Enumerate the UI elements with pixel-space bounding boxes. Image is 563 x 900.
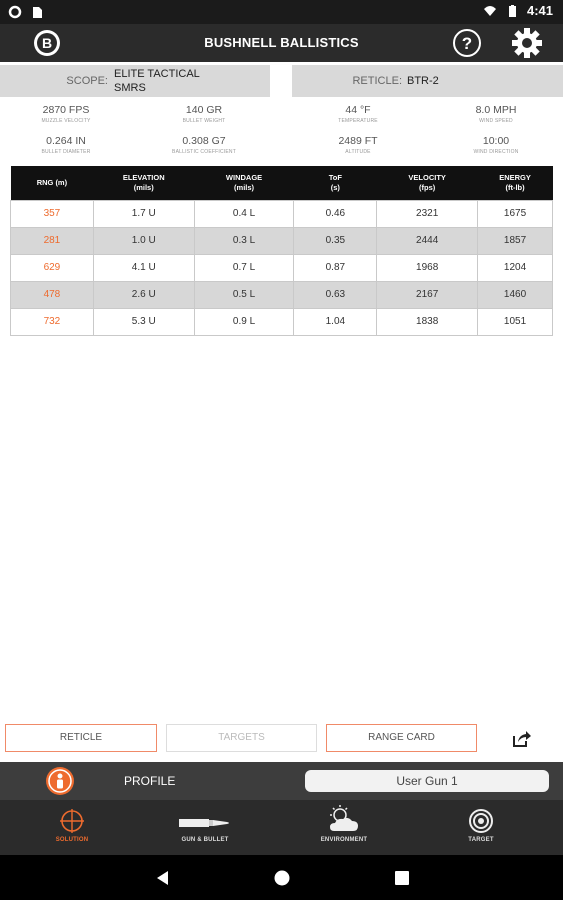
cell-range: 357 [11,200,94,227]
sd-card-icon [30,5,44,19]
table-row[interactable] [11,254,553,281]
header-range [11,166,94,200]
info-caption: WIND DIRECTION [473,149,519,155]
table-row[interactable] [11,227,553,254]
info-caption: ALTITUDE [345,149,371,155]
nav-label: GUN & BULLET [181,837,229,843]
table-row[interactable] [11,308,553,335]
info-bullet-weight [144,104,264,124]
header-line2: (mils) [133,182,154,192]
cell-energy: 1857 [478,227,553,254]
status-right [483,3,553,18]
battery-icon [505,4,519,18]
cell-range: 281 [11,227,94,254]
reticle-button[interactable]: RETICLE [5,724,157,752]
reticle-value: BTR-2 [407,75,439,87]
profile-person-icon[interactable] [46,767,74,795]
cell-tof: 0.46 [294,200,377,227]
cell-tof: 0.87 [294,254,377,281]
scope-label: SCOPE: [66,75,108,87]
table-header-row [11,166,553,200]
app-title: BUSHNELL BALLISTICS [204,35,359,50]
cell-range: 732 [11,308,94,335]
cell-elevation: 2.6 U [93,281,194,308]
status-time: 4:41 [526,3,553,18]
cell-tof: 0.63 [294,281,377,308]
info-value: 44 °F [345,104,371,116]
cell-velocity: 1838 [377,308,478,335]
cell-elevation: 1.0 U [93,227,194,254]
scope-value-line1: ELITE TACTICAL [114,68,200,80]
recents-icon[interactable] [394,870,410,886]
header-windage [194,166,294,200]
svg-text:B: B [41,35,53,51]
cell-tof: 1.04 [294,308,377,335]
cell-windage: 0.3 L [194,227,294,254]
system-nav-bar [0,855,563,900]
info-ballistic-coefficient [144,135,264,155]
nav-label: ENVIRONMENT [320,837,368,843]
share-icon[interactable] [510,728,532,750]
nav-label: SOLUTION [55,837,89,843]
gear-icon[interactable] [511,27,543,59]
info-temperature [298,104,418,124]
info-value: 10:00 [482,135,510,147]
info-caption: TEMPERATURE [338,118,378,124]
table-row[interactable] [11,281,553,308]
cell-velocity: 2444 [377,227,478,254]
info-caption: MUZZLE VELOCITY [41,118,91,124]
targets-button[interactable]: TARGETS [166,724,317,752]
header-line2: (s) [330,182,340,192]
cell-elevation: 1.7 U [93,200,194,227]
ballistics-table [10,166,553,336]
scope-value-line2: SMRS [114,82,146,94]
info-value: 8.0 MPH [475,104,517,116]
cell-tof: 0.35 [294,227,377,254]
cell-energy: 1675 [478,200,553,227]
info-muzzle-velocity [6,104,126,124]
cell-windage: 0.7 L [194,254,294,281]
header-line2: (ft-lb) [505,182,525,192]
nav-gun-bullet[interactable] [135,800,275,855]
info-value: 2489 FT [338,135,378,147]
bottom-nav [0,800,563,855]
cell-windage: 0.4 L [194,200,294,227]
cell-energy: 1051 [478,308,553,335]
range-card-button[interactable]: RANGE CARD [326,724,477,752]
cell-elevation: 5.3 U [93,308,194,335]
status-left-icons [8,5,44,19]
app-bar [0,24,563,62]
header-line2: (mils) [234,182,255,192]
scope-selector[interactable] [0,65,270,97]
nav-environment[interactable] [274,800,414,855]
weather-icon [324,804,364,834]
nav-solution[interactable] [2,800,142,855]
header-line1: ToF [328,172,342,182]
header-line1: WINDAGE [225,172,263,182]
target-icon [468,808,494,834]
cell-velocity: 2167 [377,281,478,308]
svg-text:?: ? [461,34,473,53]
back-icon[interactable] [155,870,171,886]
info-bullet-diameter [6,135,126,155]
header-energy [478,166,553,200]
header-line1: RNG (m) [36,177,68,187]
profile-label: PROFILE [124,774,176,788]
help-icon[interactable] [452,28,482,58]
header-line1: ENERGY [499,172,531,182]
info-caption: BULLET DIAMETER [41,149,91,155]
header-velocity [377,166,478,200]
info-value: 140 GR [185,104,223,116]
table-row[interactable] [11,200,553,227]
cell-windage: 0.5 L [194,281,294,308]
info-caption: BULLET WEIGHT [182,118,226,124]
info-value: 0.264 IN [46,135,86,147]
cell-energy: 1460 [478,281,553,308]
nav-label: TARGET [468,837,494,843]
header-line1: ELEVATION [122,172,165,182]
cell-windage: 0.9 L [194,308,294,335]
nav-target[interactable] [411,800,551,855]
header-line2: (fps) [419,182,436,192]
info-altitude [298,135,418,155]
info-value: 0.308 G7 [182,135,226,147]
header-elevation [93,166,194,200]
cell-velocity: 1968 [377,254,478,281]
info-value: 2870 FPS [42,104,90,116]
reticle-selector[interactable] [292,65,563,97]
info-caption: BALLISTIC COEFFICIENT [172,149,236,155]
cell-range: 629 [11,254,94,281]
profile-bar [0,762,563,800]
cell-velocity: 2321 [377,200,478,227]
header-tof [294,166,377,200]
wifi-icon [483,4,497,18]
status-bar [0,0,563,24]
crosshair-icon [59,808,85,834]
cell-energy: 1204 [478,254,553,281]
home-icon[interactable] [273,869,291,887]
reticle-label: RETICLE: [352,75,402,87]
notification-circle-icon [8,5,22,19]
info-caption: WIND SPEED [479,118,513,124]
info-wind-speed [436,104,556,124]
header-line1: VELOCITY [408,172,446,182]
bullet-icon [177,810,233,836]
cell-range: 478 [11,281,94,308]
gun-profile-selector[interactable]: User Gun 1 [305,770,549,792]
info-wind-direction [436,135,556,155]
cell-elevation: 4.1 U [93,254,194,281]
